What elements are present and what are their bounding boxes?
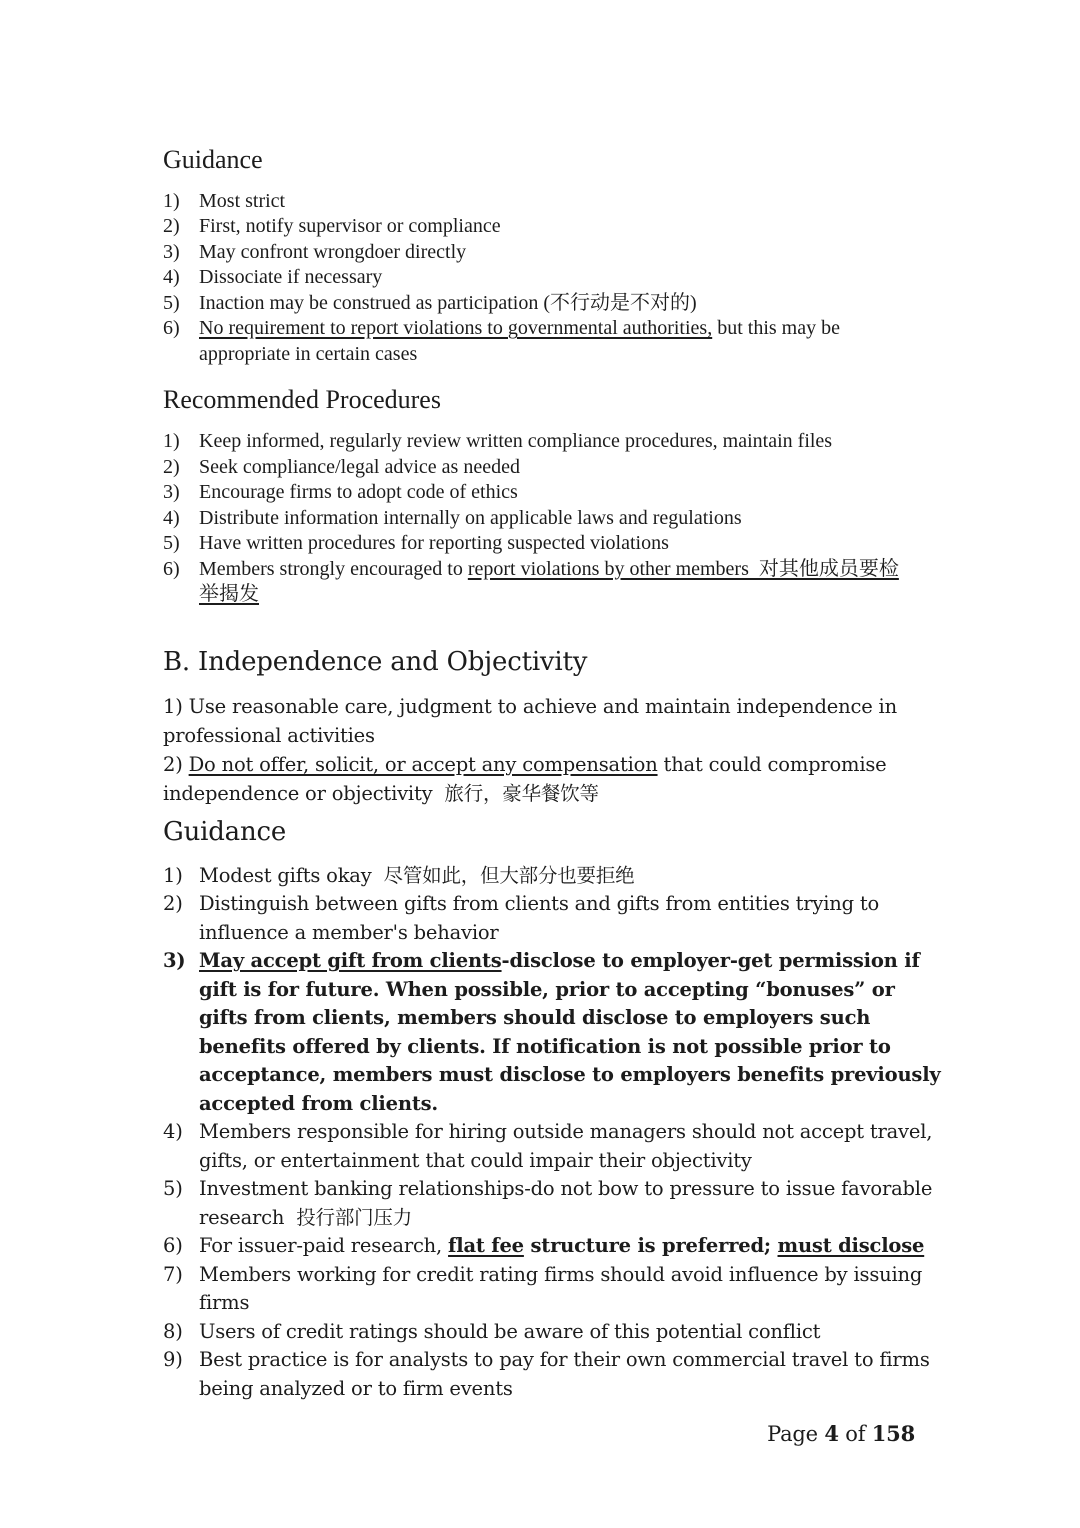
list-item: [163, 240, 915, 266]
list-item-number: 3): [163, 481, 180, 504]
list-item-number: 6): [163, 557, 180, 580]
list-item-text: [199, 862, 949, 891]
text-segment: report violations by other members 对其他成员要检举揭发: [199, 557, 899, 606]
list-item-number: 5): [163, 291, 180, 314]
text-segment: flat fee: [448, 1234, 524, 1258]
text-segment: Encourage firms to adopt code of ethics: [199, 481, 518, 504]
text-segment: 2): [163, 752, 189, 776]
list-item: [163, 1318, 949, 1347]
list-item: [163, 557, 915, 608]
list-item-text: [199, 557, 915, 608]
text-segment: but this may be appropriate in certain cases: [199, 317, 845, 365]
paragraph-line: [163, 750, 949, 808]
list-item-text: [199, 291, 915, 317]
list-item-text: [199, 265, 915, 291]
list-item-text: [199, 214, 915, 240]
list-item-text: [199, 189, 915, 215]
text-segment: 1) Use reasonable care, judgment to achieve and maintain independence in professional activities: [163, 694, 903, 747]
list-item-number: 1): [163, 863, 183, 887]
text-segment: May confront wrongdoer directly: [199, 240, 467, 263]
list-item-text: [199, 1346, 949, 1403]
page-footer: [163, 1421, 915, 1447]
text-segment: Investment banking relationships-do not bow to pressure to issue favorable research 投行部门压力: [199, 1177, 939, 1229]
text-segment: First, notify supervisor or compliance: [199, 215, 501, 238]
list-item: [163, 506, 915, 532]
list-item: [163, 1232, 949, 1261]
list-item: [163, 455, 915, 481]
document-content: [163, 145, 1080, 1403]
list-item: [163, 1346, 949, 1403]
list-item-number: 5): [163, 532, 180, 555]
list-item-number: 2): [163, 892, 183, 916]
text-segment: Have written procedures for reporting suspected violations: [199, 532, 669, 555]
text-segment: Inaction may be construed as participation (不行动是不对的): [199, 291, 697, 314]
list-item-number: 5): [163, 1177, 183, 1201]
list-item-number: 7): [163, 1262, 183, 1286]
text-segment: Members strongly encouraged to: [199, 557, 468, 580]
section-heading: B. Independence and Objectivity: [163, 646, 588, 677]
list-item: [163, 531, 915, 557]
list-item-text: [199, 240, 915, 266]
list-item-text: [199, 1318, 949, 1347]
text-segment: 158: [871, 1421, 915, 1447]
list-item-text: [199, 455, 915, 481]
text-segment: Members working for credit rating firms should avoid influence by issuing firms: [199, 1262, 929, 1315]
text-segment: Seek compliance/legal advice as needed: [199, 455, 520, 478]
list-item-text: [199, 890, 949, 947]
list-item: [163, 291, 915, 317]
section-heading: Guidance: [163, 816, 287, 847]
list-item: [163, 429, 915, 455]
list-item: [163, 862, 949, 891]
list-item-text: [199, 316, 915, 367]
list-item-number: 4): [163, 266, 180, 289]
text-segment: Page: [767, 1422, 825, 1447]
text-segment: May accept gift from clients: [199, 949, 502, 973]
list-item-text: [199, 1118, 949, 1175]
list-item-text: [199, 1261, 949, 1318]
text-segment: Distinguish between gifts from clients and gifts from entities trying to influence a member's behavior: [199, 892, 886, 944]
text-segment: No requirement to report violations to governmental authorities,: [199, 317, 713, 340]
numbered-list: [163, 862, 949, 1404]
list-item-number: 8): [163, 1319, 183, 1343]
text-segment: Keep informed, regularly review written compliance procedures, maintain files: [199, 430, 833, 453]
list-item-number: 3): [163, 949, 186, 973]
text-segment: Best practice is for analysts to pay for their own commercial travel to firms being analyzed or to firm events: [199, 1348, 936, 1400]
list-item-number: 6): [163, 1234, 183, 1258]
list-item-number: 4): [163, 506, 180, 529]
list-item-text: [199, 480, 915, 506]
paragraph-line: [163, 692, 949, 750]
list-item-number: 3): [163, 240, 180, 263]
list-item-number: 4): [163, 1120, 183, 1144]
list-item-number: 6): [163, 317, 180, 340]
numbered-list: [163, 429, 915, 608]
list-item: [163, 1261, 949, 1318]
list-item: [163, 480, 915, 506]
section-heading: Guidance: [163, 145, 263, 174]
text-segment: Distribute information internally on applicable laws and regulations: [199, 506, 742, 529]
list-item: [163, 947, 949, 1118]
list-item-text: [199, 506, 915, 532]
list-item: [163, 189, 915, 215]
text-segment: structure is preferred;: [523, 1234, 778, 1258]
text-segment: Modest gifts okay 尽管如此，但大部分也要拒绝: [199, 863, 635, 887]
text-segment: that could compromise independence or objectivity 旅行，豪华餐饮等: [163, 752, 893, 805]
list-item-number: 9): [163, 1348, 183, 1372]
numbered-list: [163, 189, 915, 368]
list-item-text: [199, 1232, 949, 1261]
text-segment: of: [838, 1422, 872, 1447]
list-item-text: [199, 1175, 949, 1232]
text-segment: must disclose: [777, 1234, 925, 1258]
list-item: [163, 214, 915, 240]
paragraph: [163, 692, 949, 808]
text-segment: 4: [824, 1421, 839, 1447]
list-item: [163, 1175, 949, 1232]
text-segment: Users of credit ratings should be aware of this potential conflict: [199, 1319, 821, 1343]
text-segment: Dissociate if necessary: [199, 266, 383, 289]
list-item-text: [199, 429, 915, 455]
list-item: [163, 265, 915, 291]
list-item: [163, 316, 915, 367]
text-segment: Members responsible for hiring outside managers should not accept travel, gifts, or entertainment that could impair their objectivity: [199, 1120, 939, 1172]
list-item-text: [199, 947, 949, 1118]
text-segment: Most strict: [199, 189, 286, 212]
list-item: [163, 1118, 949, 1175]
text-segment: Do not offer, solicit, or accept any compensation: [188, 752, 658, 776]
list-item-number: 1): [163, 430, 180, 453]
list-item: [163, 890, 949, 947]
list-item-number: 2): [163, 455, 180, 478]
text-segment: For issuer-paid research,: [199, 1234, 449, 1258]
section-heading: Recommended Procedures: [163, 385, 441, 415]
text-segment: -disclose to employer-get permission if gift is for future. When possible, prior to accepting “bonuses” or gifts from clients, members should disclose to employers such benefits offered by clients. If notification is not possible prior to acceptance, members must disclose to employers benefits previously accepted from clients.: [199, 949, 948, 1115]
list-item-number: 2): [163, 215, 180, 238]
list-item-text: [199, 531, 915, 557]
list-item-number: 1): [163, 189, 180, 212]
